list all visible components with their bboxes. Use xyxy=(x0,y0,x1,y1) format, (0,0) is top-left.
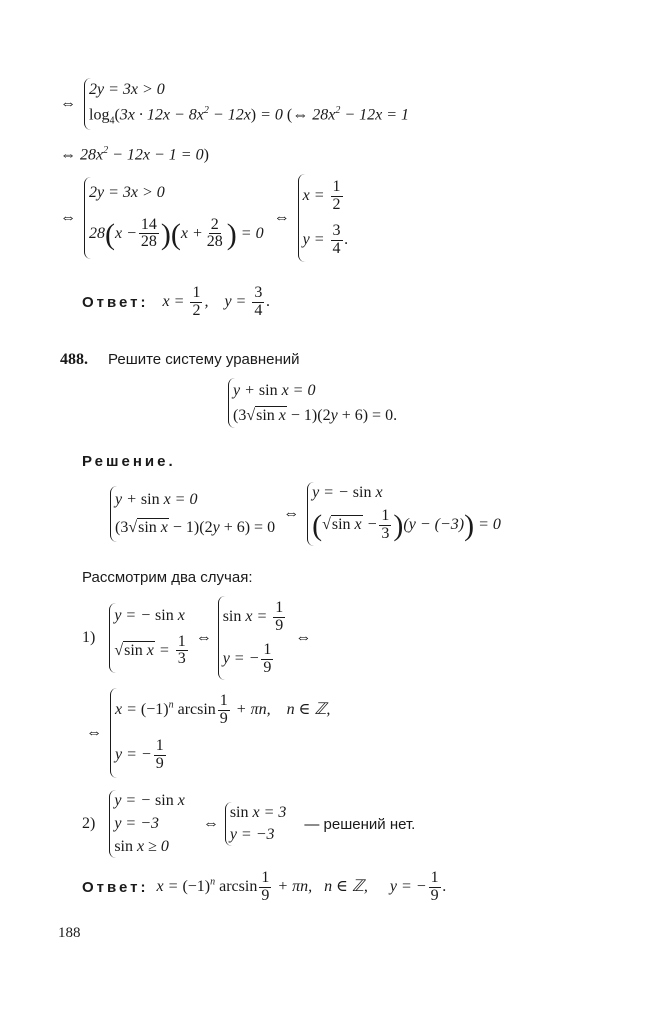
problem-header xyxy=(60,352,300,368)
equiv-arrow: ⇔ xyxy=(60,95,76,112)
cases-label: Рассмотрим два случая: xyxy=(82,569,253,586)
quadratic-line: ⇔ $28x^2 - 12x - 1 = 0$) xyxy=(60,145,209,164)
answer-label-2: Ответ: xyxy=(82,878,149,896)
case-1-result: ⇔ $x = (-1)^n$ arcsin $\frac{1}{9}$ + πn, n ∈ ℤ, y = − $\frac{1}{9}$ xyxy=(86,688,330,778)
solution-system: y + sin x = 0 (3√sin x − 1)(2y + 6) = 0 ⇔ y = − sin x (√sin x − $\frac{1}{3}$ )(y − (−3)) = 0 xyxy=(110,482,501,546)
problem-number: 488. xyxy=(60,351,88,368)
solution-label: Решение. xyxy=(82,453,176,470)
system-factored: ⇔ 2y = 3x > 0 28(x − $\frac{14}{28}$ )(x + $\frac{2}{28}$ ) = 0 ⇔ x = $\frac{1}{2}$ y = $\frac{3}{4}$ . xyxy=(60,174,349,262)
problem-statement: Решите систему уравнений xyxy=(108,351,300,368)
answer-2: Ответ: $x = (-1)^n$ arcsin $\frac{1}{9}$ + πn, n ∈ ℤ, y = − $\frac{1}{9}$ . xyxy=(82,869,447,904)
answer-label: Ответ: xyxy=(82,293,149,311)
case-2: 2) y = − sin x y = −3 sin x ≥ 0 ⇔ sin x = 3 y = −3 — решений нет. xyxy=(82,790,415,858)
system-log: ⇔ 2y = 3x > 0 $\log_4(3x \cdot 12x - 8x^2 - 12x) = 0$ (⇔ $28x^2 - 12x = 1$ xyxy=(60,78,409,130)
case-1-label: 1) xyxy=(82,629,96,646)
no-solutions-text: — решений нет. xyxy=(304,815,416,833)
case-2-label: 2) xyxy=(82,815,96,832)
page-number: 188 xyxy=(58,925,81,941)
answer-1: Ответ: x = $\frac{1}{2}$ , y = $\frac{3}{4}$ . xyxy=(82,284,271,319)
problem-system: y + sin x = 0 (3√sin x − 1)(2y + 6) = 0. xyxy=(228,378,397,428)
case-1: 1) y = − sin x √sin x = $\frac{1}{3}$ ⇔ sin x = $\frac{1}{9}$ y = − $\frac{1}{9}$ ⇔ xyxy=(82,596,311,680)
